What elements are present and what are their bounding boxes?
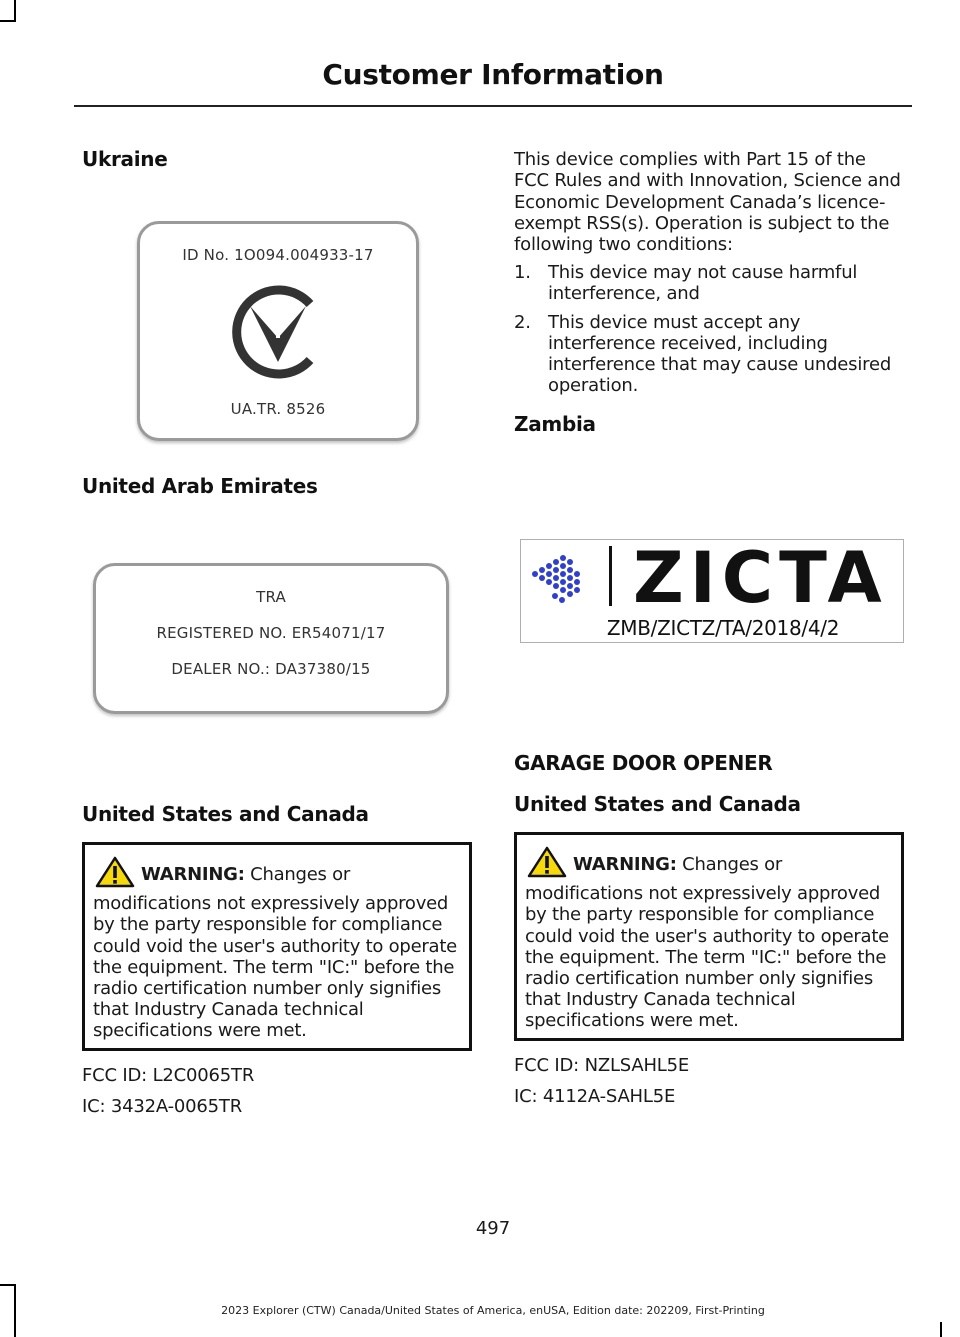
warning-label: WARNING:	[573, 854, 677, 875]
crop-mark	[0, 1284, 16, 1286]
ic-right: IC: 4112A-SAHL5E	[514, 1086, 676, 1107]
warning-box-left	[82, 842, 472, 1051]
zicta-approval-code: ZMB/ZICTZ/TA/2018/4/2	[606, 616, 840, 640]
crop-mark	[14, 0, 16, 20]
uae-registration-label	[93, 563, 449, 714]
page-title: Customer Information	[322, 58, 664, 91]
ukraine-cert-code: UA.TR. 8526	[230, 400, 326, 418]
uae-registered-no: REGISTERED NO. ER54071/17	[156, 624, 386, 642]
uae-dealer-no: DEALER NO.: DA37380/15	[171, 660, 371, 678]
heading-ukraine: Ukraine	[82, 147, 168, 171]
warning-text: Changes or modifications not expressively approved by the party responsible for compliance could void the user's authority to operate the equipment. The term "IC:" before the radio certification number only signifies that Industry Canada technical specifications were met.	[525, 854, 889, 1032]
conditions-list	[514, 262, 906, 404]
heading-usca-right: United States and Canada	[514, 792, 801, 816]
crop-mark	[0, 20, 16, 22]
fcc-id-left: FCC ID: L2C0065TR	[82, 1065, 255, 1086]
warning-box-right	[514, 832, 904, 1041]
fcc-compliance-paragraph: This device complies with Part 15 of the FCC Rules and with Innovation, Science and Economic Development Canada’s licence-exempt RSS(s). Operation is subject to the following two conditions:	[514, 149, 901, 256]
fcc-id-right: FCC ID: NZLSAHL5E	[514, 1055, 690, 1076]
edition-line: 2023 Explorer (CTW) Canada/United States of America, enUSA, Edition date: 202209, First-Printing	[221, 1304, 765, 1317]
zicta-divider	[609, 546, 612, 606]
heading-usca-left: United States and Canada	[82, 802, 369, 826]
zicta-wordmark: ZICTA	[633, 537, 888, 619]
header-rule	[74, 105, 912, 107]
ukrsepro-icon	[228, 282, 328, 382]
ic-left: IC: 3432A-0065TR	[82, 1096, 242, 1117]
zicta-certification-logo	[520, 539, 904, 643]
warning-label: WARNING:	[141, 864, 245, 885]
ukraine-cert-id: ID No. 1O094.004933-17	[182, 246, 374, 264]
page-number: 497	[475, 1218, 511, 1239]
heading-garage-door-opener: GARAGE DOOR OPENER	[514, 751, 773, 775]
uae-tra: TRA	[256, 588, 286, 606]
zicta-emblem-icon	[525, 546, 589, 608]
warning-triangle-icon	[95, 856, 135, 893]
heading-uae: United Arab Emirates	[82, 474, 318, 498]
list-item: 2. This device must accept any interference received, including interference that may cause undesired operation.	[514, 311, 892, 397]
ukraine-certification-mark	[137, 221, 419, 441]
warning-text: Changes or modifications not expressively approved by the party responsible for compliance could void the user's authority to operate the equipment. The term "IC:" before the radio certification number only signifies that Industry Canada technical specifications were met.	[93, 864, 457, 1042]
crop-mark	[940, 1322, 942, 1337]
warning-triangle-icon	[527, 846, 567, 883]
heading-zambia: Zambia	[514, 412, 596, 436]
list-item: 1. This device may not cause harmful interference, and	[514, 262, 858, 305]
